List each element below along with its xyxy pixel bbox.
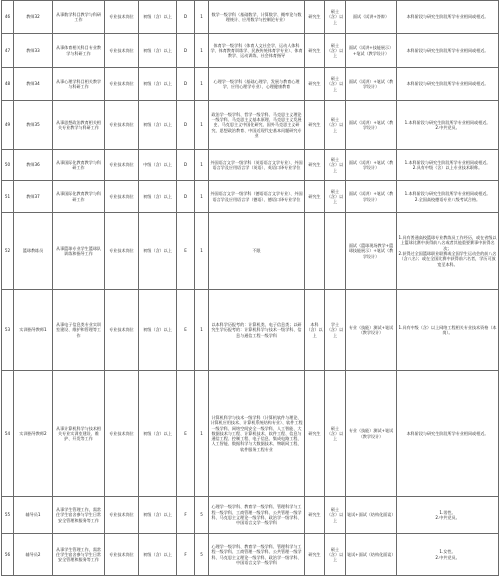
table-row [2, 34, 499, 68]
duty-cell: 从事数学科目教学与科研工作 [53, 1, 105, 34]
post-name-cell: 辅导员1 [14, 497, 53, 534]
education-cell: 研究生 [305, 181, 325, 213]
education-cell: 研究生 [305, 534, 325, 576]
table-row [2, 534, 499, 576]
exam-method-cell: 笔试+面试（结构化面谈） [346, 534, 397, 576]
education-cell: 研究生 [305, 150, 325, 181]
post-name-cell: 教师37 [14, 181, 53, 213]
duty-cell: 从事计算机科学与技术相关专业实训室建设、维护、开发等工作 [53, 371, 105, 497]
row-number-cell: 51 [2, 181, 14, 213]
post-category-cell: 专业技术岗位 [105, 497, 139, 534]
major-requirement-cell: 外国语言文学一级学科（德语语言文学专业）、外国语言学及应用语言学（德语）、德语口译专业学位 [209, 181, 305, 213]
row-number-cell: 56 [2, 534, 14, 576]
major-requirement-cell: 外国语言文学一级学科（英语语言文学专业）、外国语言学及应用语言学（英语）、英语口译专业学位 [209, 150, 305, 181]
table-row [2, 150, 499, 181]
degree-cell: 硕士（含）以上 [325, 1, 346, 34]
table-row [2, 290, 499, 371]
exam-method-cell: 面试（试讲）+笔试（教学设计） [346, 101, 397, 150]
duty-cell: 从事心理学科目相关教学与科研工作 [53, 68, 105, 101]
degree-cell: 硕士（含）以上 [325, 101, 346, 150]
duty-cell: 从事篮球专业学生篮球队训练和指导工作 [53, 213, 105, 290]
exam-method-cell: 面试（试讲）+笔试（教学设计） [346, 181, 397, 213]
post-category-cell: 专业技术岗位 [105, 1, 139, 34]
duty-cell: 从事体育相关科目专业教学与科研工作 [53, 34, 105, 68]
post-code-cell: E [177, 213, 195, 290]
post-category-cell: 专业技术岗位 [105, 34, 139, 68]
table-row [2, 497, 499, 534]
post-level-cell: 初级（含）以上 [139, 34, 177, 68]
post-code-cell: D [177, 34, 195, 68]
degree-cell: 学士（含）以上 [325, 290, 346, 371]
degree-cell: 硕士（含）以上 [325, 371, 346, 497]
table-row [2, 371, 499, 497]
post-name-cell: 教师32 [14, 1, 53, 34]
post-level-cell: 初级（含）以上 [139, 290, 177, 371]
major-requirement-cell: 不限 [209, 213, 305, 290]
post-name-cell: 篮球教练员 [14, 213, 53, 290]
duty-cell: 从事思想政治教育相关相关专业教学与科研工作 [53, 101, 105, 150]
post-category-cell: 专业技术岗位 [105, 213, 139, 290]
major-requirement-cell: 心理学一级学科（基础心理学、发展与教育心理学、应用心理学专业）、心理健康教育 [209, 68, 305, 101]
hire-count-cell: 5 [195, 534, 209, 576]
exam-method-cell: 面试（试讲+答辩） [346, 1, 397, 34]
education-cell: 研究生 [305, 101, 325, 150]
row-number-cell: 55 [2, 497, 14, 534]
row-number-cell: 50 [2, 150, 14, 181]
exam-method-cell: 面试（试讲）+笔试（教学设计） [346, 68, 397, 101]
exam-method-cell: 专业（技能）测试+笔试（教学设计） [346, 290, 397, 371]
post-category-cell: 专业技术岗位 [105, 101, 139, 150]
education-cell: 研究生 [305, 34, 325, 68]
duty-cell: 从事学生管理工作，需常住学生宿舍参与学生日常安全管理和服务等工作 [53, 497, 105, 534]
remark-cell: 1.女性。 2.中共党员。 [397, 534, 499, 576]
duty-cell: 从事国际化教育教学与科研工作 [53, 181, 105, 213]
post-name-cell: 实训指导教师1 [14, 290, 53, 371]
degree-cell: 硕士（含）以上 [325, 181, 346, 213]
table-row [2, 1, 499, 34]
row-number-cell: 53 [2, 290, 14, 371]
education-cell: 本科（含）以上 [305, 290, 325, 371]
exam-method-cell: 专业（技能）测试+笔试（教学设计） [346, 371, 397, 497]
degree-cell: 硕士（含）以上 [325, 34, 346, 68]
exam-method-cell: 面试（试讲+技能展示）+笔试（教学设计） [346, 34, 397, 68]
remark-cell: 1.本科阶段与研究生阶段所学专业相同或相近。 2.中共党员。 [397, 101, 499, 150]
exam-method-cell: 面试（篮球现场教学+篮球技能展示）+笔试（教学设计） [346, 213, 397, 290]
major-requirement-cell: 以本科学历报考的：计算机类、电子信息类；以研究生学历报考的：计算机科学与技术一级学科、信息与通信工程一级学科 [209, 290, 305, 371]
post-name-cell: 教师36 [14, 150, 53, 181]
recruitment-table [1, 0, 499, 576]
degree-cell: 硕士（含）以上 [325, 150, 346, 181]
post-code-cell: E [177, 290, 195, 371]
education-cell [305, 213, 325, 290]
remark-cell: 本科阶段与研究生阶段所学专业相同或相近。 [397, 371, 499, 497]
post-level-cell: 初级（含）以上 [139, 68, 177, 101]
remark-cell: 1.具有普通高校篮球专业教练员工作经历，或在省级以上篮球比赛中获得前八名或者其他重要赛事中获得名次； 2.获得过全国篮球职业联赛或全国学生运动会的前八名（含八名）；或在全国比赛中获得前六名者，学历可放宽至本科。 [397, 213, 499, 290]
post-name-cell: 实训指导教师2 [14, 371, 53, 497]
post-code-cell: F [177, 497, 195, 534]
duty-cell: 从事学生管理工作，需常住学生宿舍参与学生日常安全管理和服务等工作 [53, 534, 105, 576]
post-level-cell: 中级（含）以上 [139, 150, 177, 181]
hire-count-cell: 1 [195, 150, 209, 181]
major-requirement-cell: 体育学一级学科（体育人文社会学、运动人体科学、体育教育训练学、民族传统体育学专业）、体育教学、运动训练、社会体育指导 [209, 34, 305, 68]
hire-count-cell: 1 [195, 34, 209, 68]
post-code-cell: D [177, 181, 195, 213]
education-cell: 研究生 [305, 371, 325, 497]
row-number-cell: 49 [2, 101, 14, 150]
post-level-cell: 初级（含）以上 [139, 181, 177, 213]
post-code-cell: D [177, 68, 195, 101]
table-row [2, 101, 499, 150]
post-category-cell: 专业技术岗位 [105, 150, 139, 181]
post-category-cell: 专业技术岗位 [105, 68, 139, 101]
duty-cell: 从事电子信息类专业实训室建设、维护和管理等工作 [53, 290, 105, 371]
remark-cell: 本科阶段与研究生阶段所学专业相同或相近。 [397, 1, 499, 34]
remark-cell: 本科阶段与研究生阶段所学专业相同或相近。 [397, 34, 499, 68]
education-cell: 研究生 [305, 1, 325, 34]
remark-cell: 本科阶段与研究生阶段所学专业相同或相近。 [397, 68, 499, 101]
hire-count-cell: 1 [195, 371, 209, 497]
post-category-cell: 专业技术岗位 [105, 534, 139, 576]
row-number-cell: 54 [2, 371, 14, 497]
post-level-cell: 初级（含）以上 [139, 497, 177, 534]
duty-cell: 从事国际化教育教学与科研工作 [53, 150, 105, 181]
post-level-cell: 初级（含）以上 [139, 213, 177, 290]
post-category-cell: 专业技术岗位 [105, 181, 139, 213]
post-name-cell: 教师35 [14, 101, 53, 150]
major-requirement-cell: 数学一级学科（基础数学、计算数学、概率论与数理统计、应用数学与控制论专业） [209, 1, 305, 34]
post-level-cell: 初级（含）以上 [139, 534, 177, 576]
hire-count-cell: 1 [195, 1, 209, 34]
post-code-cell: F [177, 534, 195, 576]
table-row [2, 181, 499, 213]
remark-cell: 1.男性。 2.中共党员。 [397, 497, 499, 534]
degree-cell: 硕士（含）以上 [325, 534, 346, 576]
post-level-cell: 初级（含）以上 [139, 101, 177, 150]
hire-count-cell: 1 [195, 181, 209, 213]
post-code-cell: D [177, 150, 195, 181]
major-requirement-cell: 心理学一级学科、教育学一级学科、管理科学与工程一级学科、工商管理一级学科、公共管理一级学科、马克思主义理论一级学科、政治学一级学科、中国语言文学一级学科 [209, 534, 305, 576]
major-requirement-cell: 政治学一级学科、哲学一级学科、马克思主义理论一级学科、马克思主义基本原理、马克思主义发展史、马克思主义中国化研究、国外马克思主义研究、思想政治教育、中国近现代史基本问题研究专业 [209, 101, 305, 150]
post-category-cell: 专业技术岗位 [105, 290, 139, 371]
post-code-cell: D [177, 101, 195, 150]
remark-cell: 1.本科阶段与研究生阶段所学专业相同或相近。 2.具有中级（含）以上专业技术职称。 [397, 150, 499, 181]
post-category-cell: 专业技术岗位 [105, 371, 139, 497]
major-requirement-cell: 心理学一级学科、教育学一级学科、管理科学与工程一级学科、工商管理一级学科、公共管理一级学科、马克思主义理论一级学科、政治学一级学科、中国语言文学一级学科 [209, 497, 305, 534]
hire-count-cell: 1 [195, 68, 209, 101]
post-name-cell: 辅导员2 [14, 534, 53, 576]
post-name-cell: 教师33 [14, 34, 53, 68]
remark-cell: 1.具有中级（含）以上网络工程相关专业技术资格（本岗）。 [397, 290, 499, 371]
post-level-cell: 初级（含）以上 [139, 1, 177, 34]
row-number-cell: 48 [2, 68, 14, 101]
post-level-cell: 初级（含）以上 [139, 371, 177, 497]
post-code-cell: E [177, 371, 195, 497]
degree-cell: 硕士（含）以上 [325, 497, 346, 534]
table-row [2, 68, 499, 101]
education-cell: 研究生 [305, 497, 325, 534]
exam-method-cell: 笔试+面试（结构化面谈） [346, 497, 397, 534]
row-number-cell: 52 [2, 213, 14, 290]
degree-cell [325, 213, 346, 290]
remark-cell: 1.本科阶段与研究生阶段所学专业相同或相近。 2.全国高校德语专业八级考试合格。 [397, 181, 499, 213]
major-requirement-cell: 计算机科学与技术一级学科（计算机软件与理论、计算机应用技术、计算机系统结构专业）、软件工程一级学科、网络空间安全一级学科、人工智能、大数据技术与工程、计算机技术、软件工程、信息与通信工程、控制工程、电子信息、集成电路工程、人工智能、数据科学与大数据技术、物联网工程、软件服务工程专业 [209, 371, 305, 497]
degree-cell: 硕士（含）以上 [325, 68, 346, 101]
hire-count-cell: 1 [195, 290, 209, 371]
hire-count-cell: 1 [195, 101, 209, 150]
table-row [2, 213, 499, 290]
hire-count-cell: 1 [195, 213, 209, 290]
post-code-cell: D [177, 1, 195, 34]
row-number-cell: 47 [2, 34, 14, 68]
hire-count-cell: 5 [195, 497, 209, 534]
education-cell: 研究生 [305, 68, 325, 101]
post-name-cell: 教师34 [14, 68, 53, 101]
row-number-cell: 46 [2, 1, 14, 34]
exam-method-cell: 面试（试讲）+笔试（教学设计） [346, 150, 397, 181]
